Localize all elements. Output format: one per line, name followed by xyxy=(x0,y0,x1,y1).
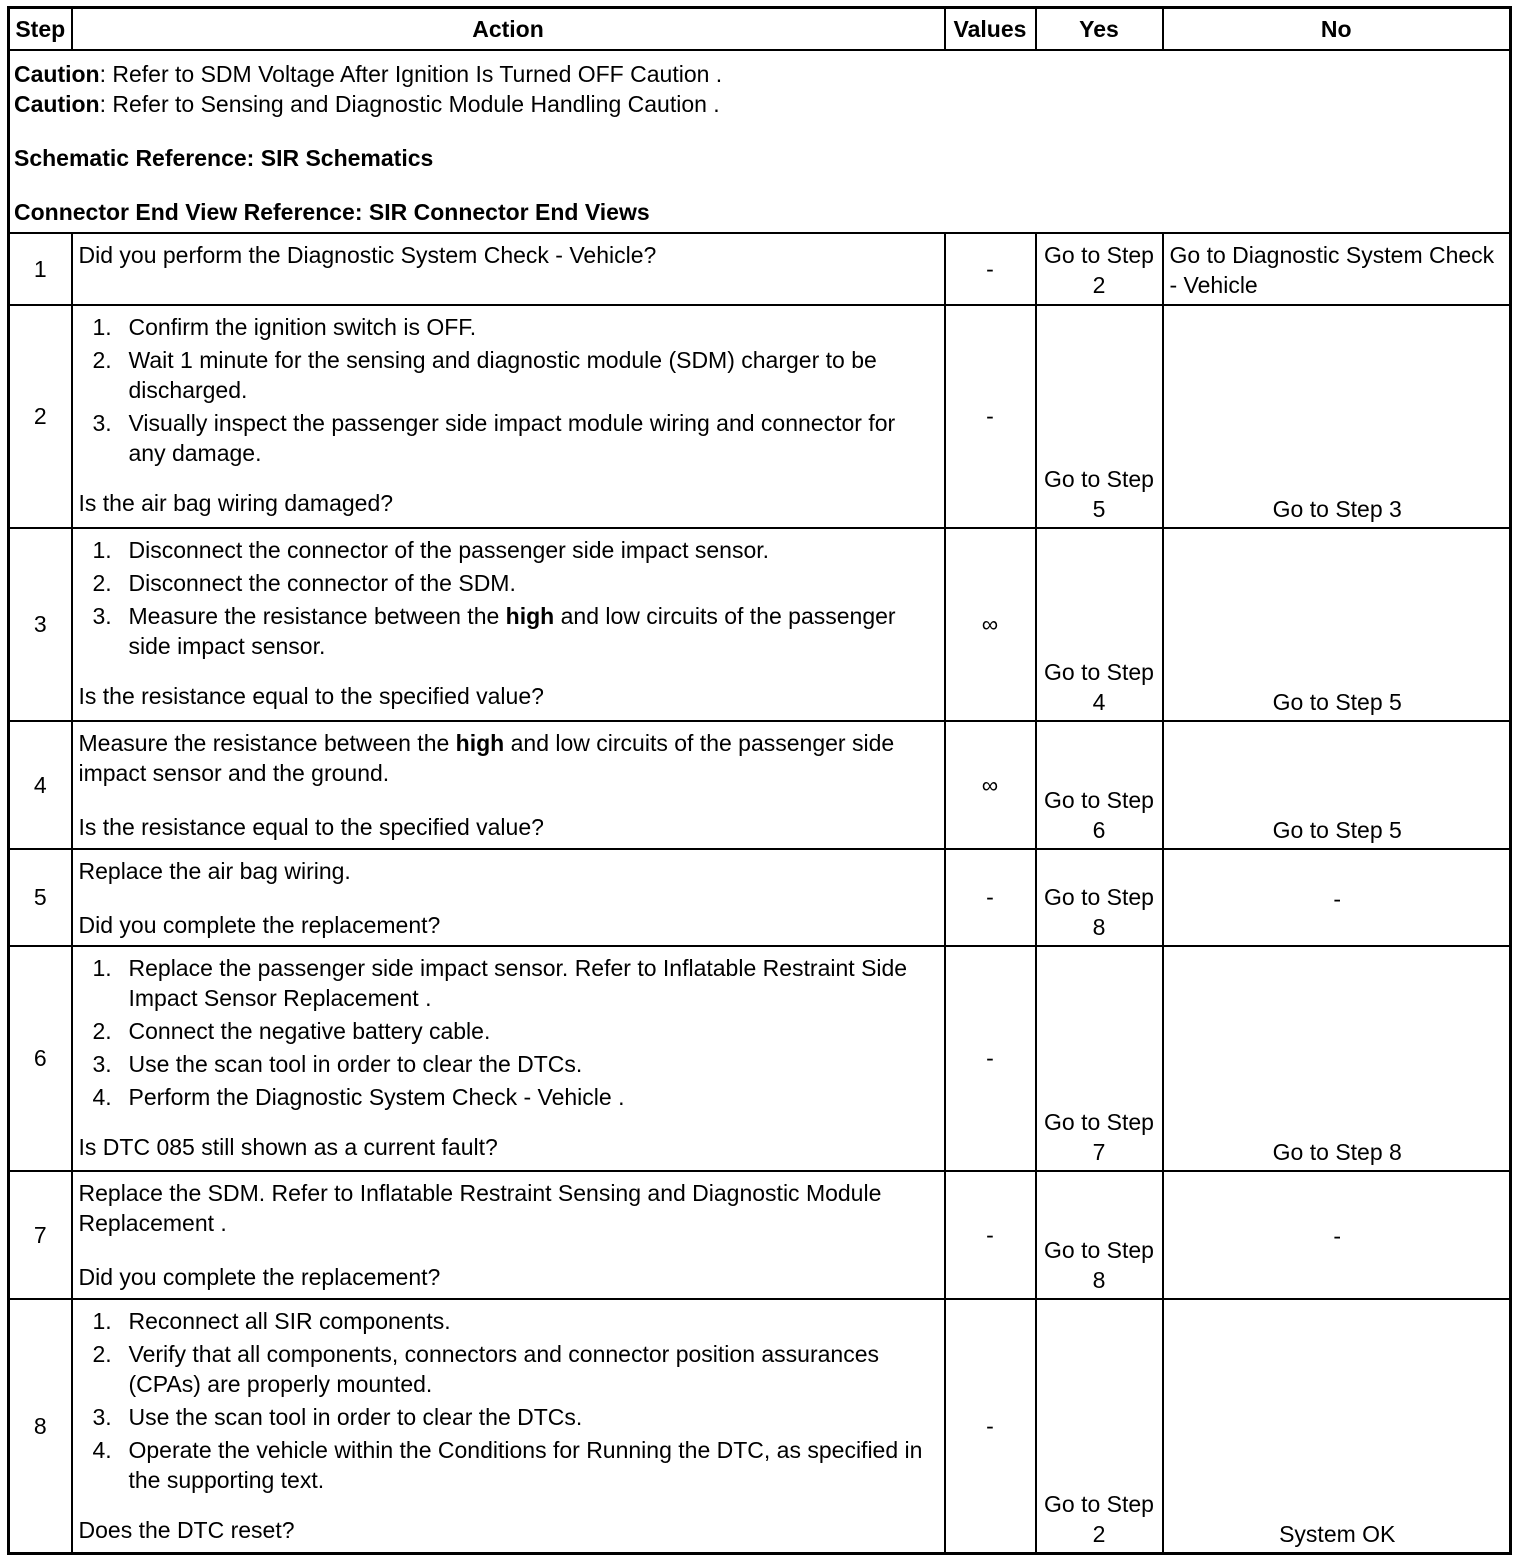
list-item: 4. Operate the vehicle within the Conditions for Running the DTC, as specified in the supporting text. xyxy=(92,1436,923,1493)
value-cell: ∞ xyxy=(945,721,1036,849)
table-row xyxy=(9,721,1511,849)
connector-reference: Connector End View Reference: SIR Connector End Views xyxy=(14,198,650,225)
no-cell: - xyxy=(1163,1171,1511,1299)
no-cell: System OK xyxy=(1163,1299,1511,1554)
yes-cell: Go to Step 2 xyxy=(1036,233,1163,305)
step-number: 6 xyxy=(9,946,72,1171)
value-cell: - xyxy=(945,1171,1036,1299)
no-cell: - xyxy=(1163,849,1511,946)
diagnostic-table xyxy=(7,6,1512,1555)
list-item: 3. Measure the resistance between the high and low circuits of the passenger side impact sensor. xyxy=(92,602,896,659)
header-values: Values xyxy=(945,8,1036,50)
table-row xyxy=(9,528,1511,721)
step-number: 7 xyxy=(9,1171,72,1299)
header-action: Action xyxy=(72,8,945,50)
list-item: 3. Use the scan tool in order to clear the DTCs. xyxy=(92,1403,583,1430)
schematic-reference: Schematic Reference: SIR Schematics xyxy=(14,144,434,171)
no-cell: Go to Step 8 xyxy=(1163,946,1511,1171)
action-cell xyxy=(72,305,945,528)
table-row xyxy=(9,1299,1511,1554)
question: Did you complete the replacement? xyxy=(78,1263,441,1290)
no-cell: Go to Step 5 xyxy=(1163,528,1511,721)
value-cell: - xyxy=(945,233,1036,305)
caution-1: Caution: Refer to SDM Voltage After Ignition Is Turned OFF Caution . xyxy=(14,60,723,87)
intro-cell xyxy=(9,50,1511,233)
yes-cell: Go to Step 5 xyxy=(1036,305,1163,528)
list-item: 3. Use the scan tool in order to clear the DTCs. xyxy=(92,1050,583,1077)
yes-cell: Go to Step 4 xyxy=(1036,528,1163,721)
list-item: 2. Disconnect the connector of the SDM. xyxy=(92,569,516,596)
table-row xyxy=(9,233,1511,305)
list-item: 3. Visually inspect the passenger side impact module wiring and connector for any damage. xyxy=(92,409,896,466)
yes-cell: Go to Step 7 xyxy=(1036,946,1163,1171)
question: Is the resistance equal to the specified value? xyxy=(78,813,544,840)
yes-cell: Go to Step 2 xyxy=(1036,1299,1163,1554)
action-cell xyxy=(72,1299,945,1554)
list-item: 1. Disconnect the connector of the passenger side impact sensor. xyxy=(92,536,770,563)
question: Is the resistance equal to the specified value? xyxy=(78,682,544,709)
list-item: 2. Verify that all components, connectors and connector position assurances (CPAs) are properly mounted. xyxy=(92,1340,879,1397)
header-yes: Yes xyxy=(1036,8,1163,50)
value-cell: - xyxy=(945,305,1036,528)
step-number: 5 xyxy=(9,849,72,946)
yes-cell: Go to Step 8 xyxy=(1036,1171,1163,1299)
list-item: 1. Reconnect all SIR components. xyxy=(92,1307,451,1334)
value-cell: ∞ xyxy=(945,528,1036,721)
table-row xyxy=(9,305,1511,528)
step-number: 2 xyxy=(9,305,72,528)
value-cell: - xyxy=(945,849,1036,946)
header-row xyxy=(9,8,1511,50)
question: Does the DTC reset? xyxy=(78,1516,295,1543)
no-cell: Go to Step 5 xyxy=(1163,721,1511,849)
action-cell xyxy=(72,528,945,721)
question: Did you complete the replacement? xyxy=(78,911,441,938)
value-cell: - xyxy=(945,946,1036,1171)
list-item: 1. Confirm the ignition switch is OFF. xyxy=(92,313,477,340)
action-cell: Replace the air bag wiring. Did you complete the replacement? xyxy=(72,849,945,946)
question: Is DTC 085 still shown as a current fault? xyxy=(78,1133,498,1160)
table-row xyxy=(9,946,1511,1171)
question: Is the air bag wiring damaged? xyxy=(78,489,394,516)
step-number: 3 xyxy=(9,528,72,721)
step-number: 8 xyxy=(9,1299,72,1554)
step-number: 4 xyxy=(9,721,72,849)
intro-row xyxy=(9,50,1511,233)
value-cell: - xyxy=(945,1299,1036,1554)
action-cell: Replace the SDM. Refer to Inflatable Restraint Sensing and Diagnostic Module Replacement . Did you complete the replacement? xyxy=(72,1171,945,1299)
no-cell: Go to Diagnostic System Check - Vehicle xyxy=(1163,233,1511,305)
table-row xyxy=(9,1171,1511,1299)
no-cell: Go to Step 3 xyxy=(1163,305,1511,528)
action-cell: Measure the resistance between the high and low circuits of the passenger side impact sensor and the ground. Is the resistance equal to the specified value? xyxy=(72,721,945,849)
table-row xyxy=(9,849,1511,946)
step-number: 1 xyxy=(9,233,72,305)
action-cell: Did you perform the Diagnostic System Check - Vehicle? xyxy=(72,233,945,305)
header-no: No xyxy=(1163,8,1511,50)
list-item: 2. Wait 1 minute for the sensing and diagnostic module (SDM) charger to be discharged. xyxy=(92,346,877,403)
yes-cell: Go to Step 6 xyxy=(1036,721,1163,849)
action-cell xyxy=(72,946,945,1171)
header-step: Step xyxy=(9,8,72,50)
yes-cell: Go to Step 8 xyxy=(1036,849,1163,946)
list-item: 4. Perform the Diagnostic System Check - Vehicle . xyxy=(92,1083,625,1110)
list-item: 1. Replace the passenger side impact sensor. Refer to Inflatable Restraint Side Impact Sensor Replacement . xyxy=(92,954,908,1011)
caution-2: Caution: Refer to Sensing and Diagnostic Module Handling Caution . xyxy=(14,90,720,117)
list-item: 2. Connect the negative battery cable. xyxy=(92,1017,491,1044)
